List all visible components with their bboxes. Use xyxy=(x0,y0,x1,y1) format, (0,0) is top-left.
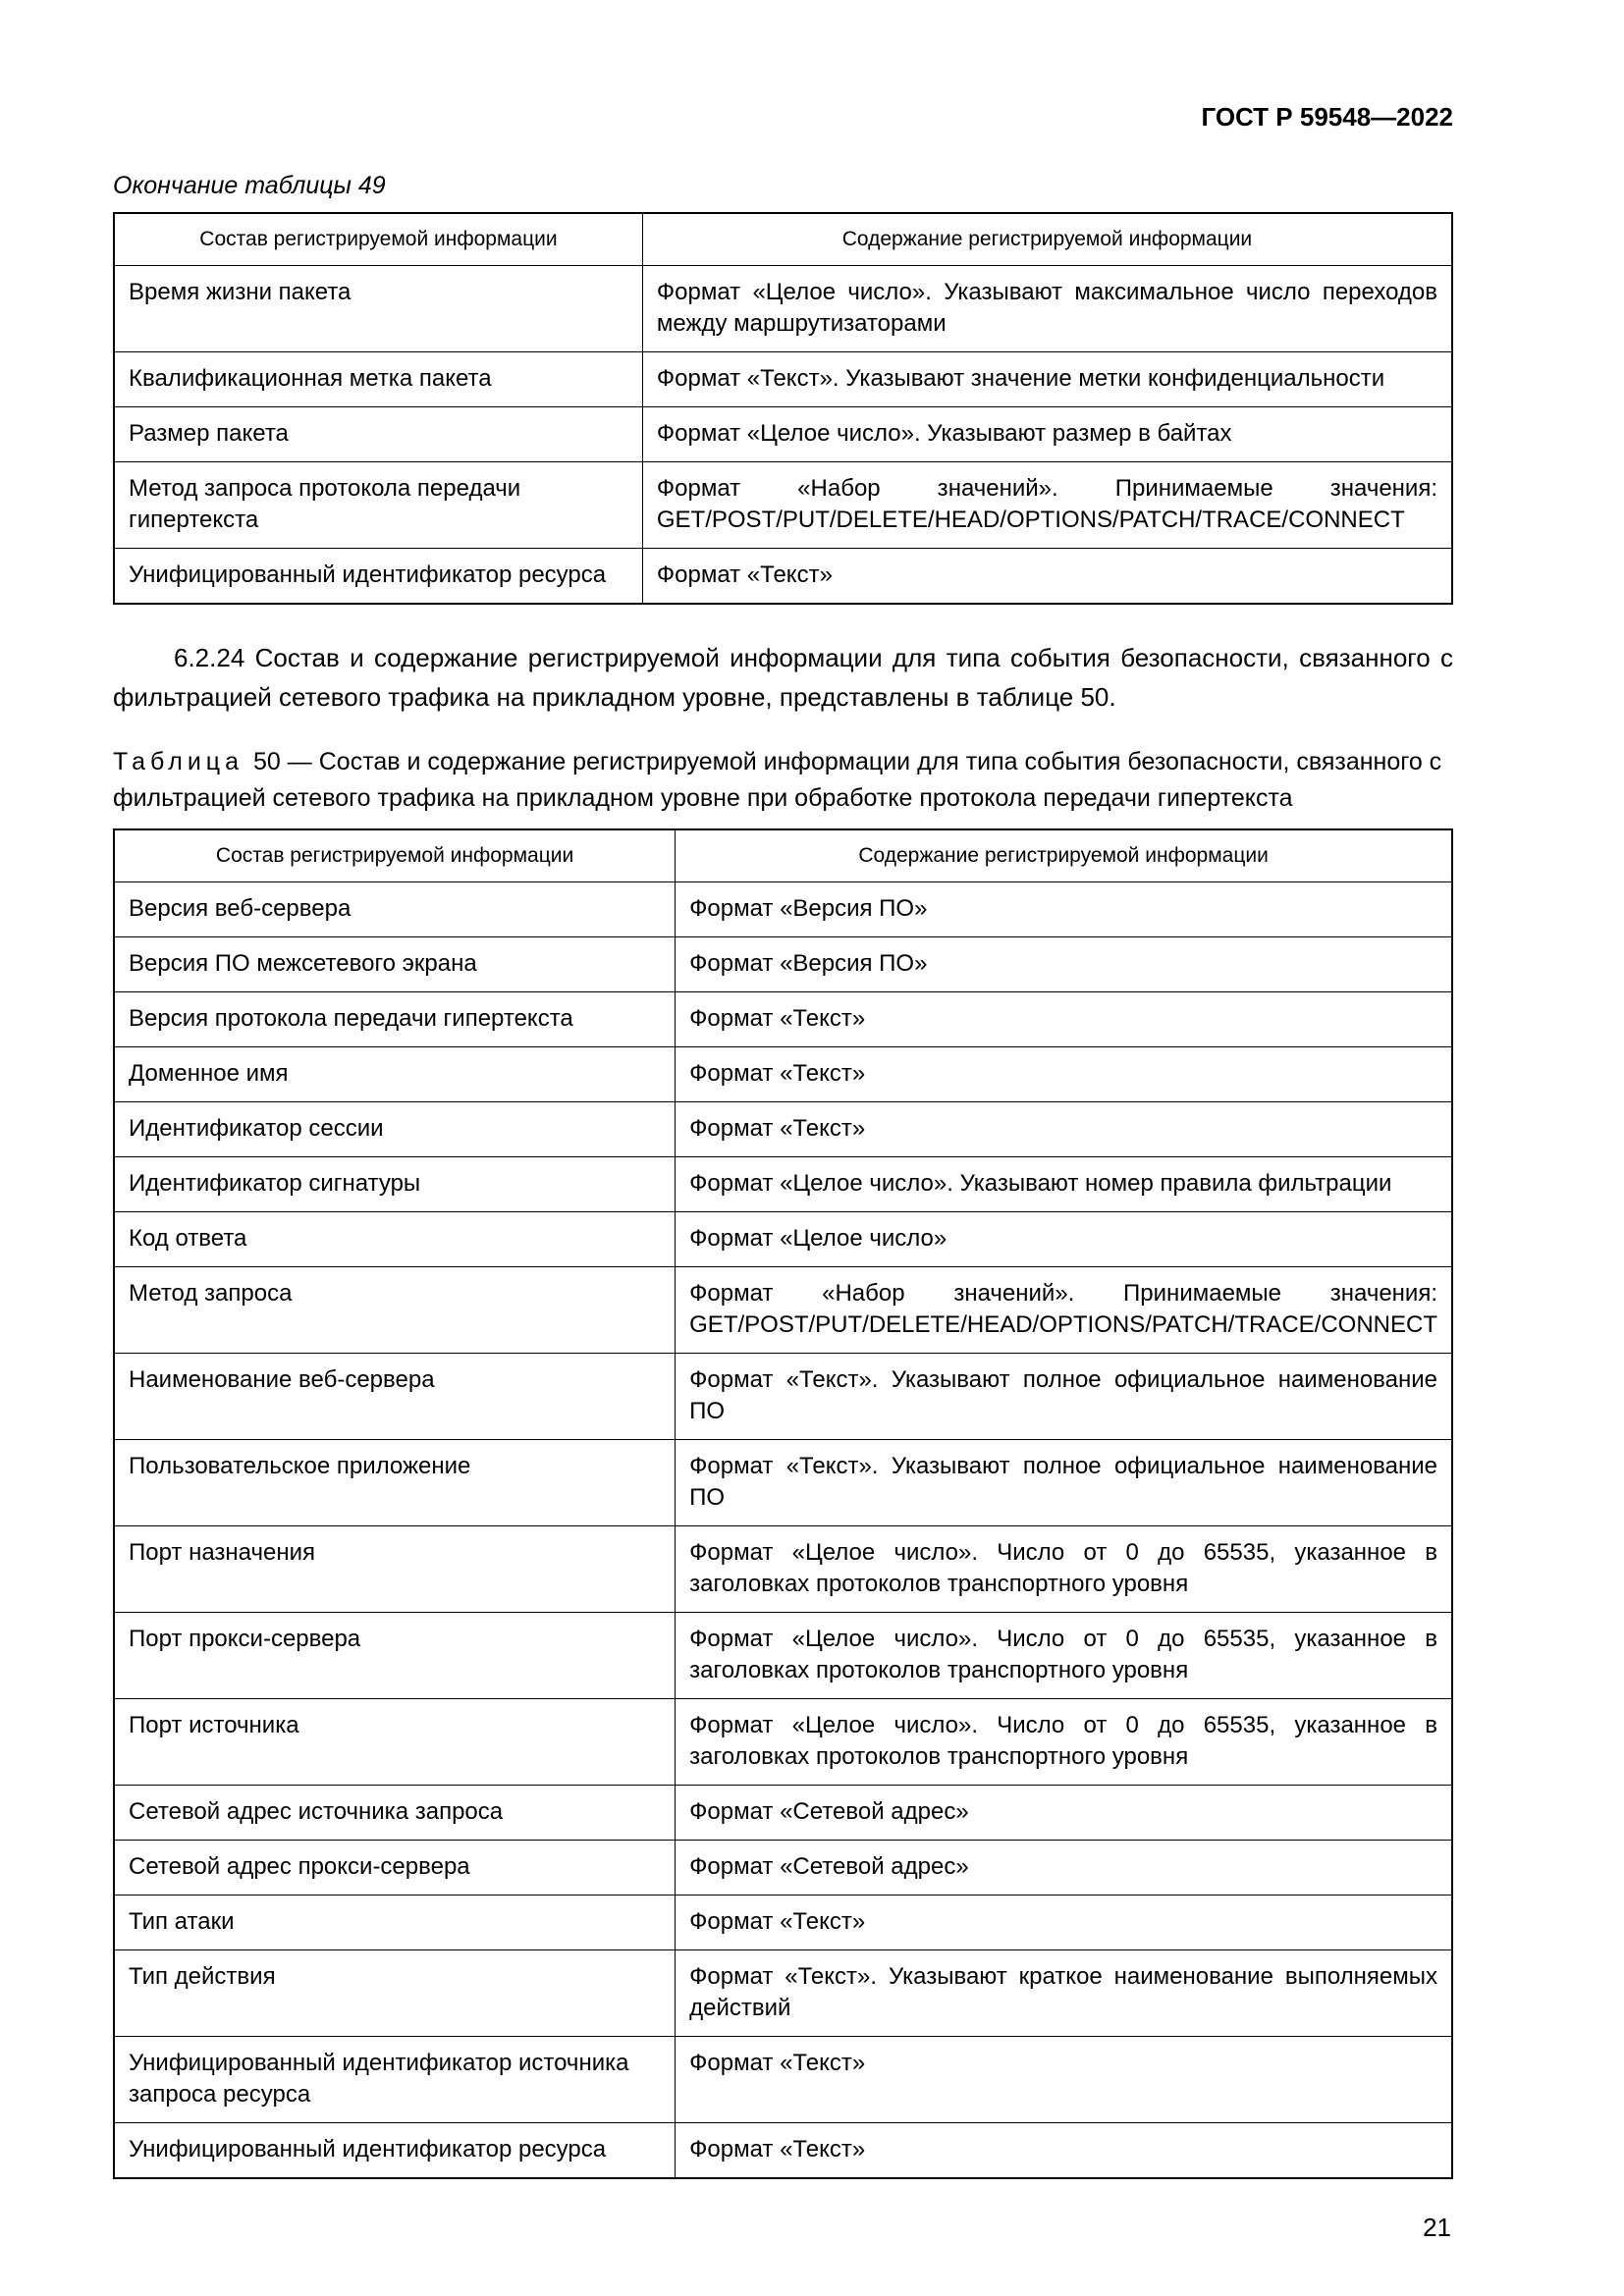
table-49-header-composition: Состав регистрируемой информации xyxy=(114,213,642,266)
table-row xyxy=(114,1267,1452,1354)
info-composition-cell: Метод запроса протокола передачи гипертекста xyxy=(114,462,642,549)
table-row xyxy=(114,2037,1452,2123)
page-content xyxy=(113,0,1453,2243)
info-composition-cell: Размер пакета xyxy=(114,407,642,462)
info-content-cell: Формат «Текст» xyxy=(676,1102,1452,1157)
info-content-cell: Формат «Сетевой адрес» xyxy=(676,1786,1452,1841)
info-composition-cell: Код ответа xyxy=(114,1212,676,1267)
table-row xyxy=(114,352,1452,407)
table-49-header-content: Содержание регистрируемой информации xyxy=(642,213,1452,266)
info-composition-cell: Время жизни пакета xyxy=(114,266,642,352)
table-row xyxy=(114,1699,1452,1786)
table-50-caption xyxy=(113,744,1453,817)
info-composition-cell: Квалификационная метка пакета xyxy=(114,352,642,407)
info-content-cell: Формат «Версия ПО» xyxy=(676,937,1452,992)
table-row xyxy=(114,1841,1452,1896)
page-number: 21 xyxy=(1423,2213,1451,2243)
info-content-cell: Формат «Текст» xyxy=(676,1896,1452,1950)
table-row xyxy=(114,1526,1452,1613)
info-content-cell: Формат «Текст» xyxy=(676,2123,1452,2179)
info-composition-cell: Наименование веб-сервера xyxy=(114,1354,676,1440)
table-50-header-composition: Состав регистрируемой информации xyxy=(114,829,676,882)
table-row xyxy=(114,407,1452,462)
info-content-cell: Формат «Целое число». Число от 0 до 65535, указанное в заголовках протоколов транспортного уровня xyxy=(676,1699,1452,1786)
info-composition-cell: Доменное имя xyxy=(114,1047,676,1102)
table-50-caption-text: 50 — Состав и содержание регистрируемой информации для типа события безопасности, связанного с фильтрацией сетевого трафика на прикладном уровне при обработке протокола передачи гипертекста xyxy=(113,748,1442,813)
info-composition-cell: Порт прокси-сервера xyxy=(114,1613,676,1699)
info-content-cell: Формат «Текст». Указывают краткое наименование выполняемых действий xyxy=(676,1950,1452,2037)
info-composition-cell: Унифицированный идентификатор ресурса xyxy=(114,2123,676,2179)
info-composition-cell: Версия ПО межсетевого экрана xyxy=(114,937,676,992)
table-49-body xyxy=(114,266,1452,605)
info-content-cell: Формат «Целое число» xyxy=(676,1212,1452,1267)
table-50-body xyxy=(114,882,1452,2179)
info-content-cell: Формат «Целое число». Указывают максимальное число переходов между маршрутизаторами xyxy=(642,266,1452,352)
table-row xyxy=(114,1354,1452,1440)
info-composition-cell: Идентификатор сессии xyxy=(114,1102,676,1157)
info-composition-cell: Тип атаки xyxy=(114,1896,676,1950)
table-row xyxy=(114,266,1452,352)
info-composition-cell: Версия протокола передачи гипертекста xyxy=(114,992,676,1047)
info-composition-cell: Тип действия xyxy=(114,1950,676,2037)
table-50-header-row xyxy=(114,829,1452,882)
info-content-cell: Формат «Набор значений». Принимаемые значения: GET/POST/PUT/DELETE/HEAD/OPTIONS/PATCH/TRACE/CONNECT xyxy=(676,1267,1452,1354)
info-composition-cell: Сетевой адрес источника запроса xyxy=(114,1786,676,1841)
table-row xyxy=(114,1950,1452,2037)
info-composition-cell: Пользовательское приложение xyxy=(114,1440,676,1526)
info-content-cell: Формат «Набор значений». Принимаемые значения: GET/POST/PUT/DELETE/HEAD/OPTIONS/PATCH/TRACE/CONNECT xyxy=(642,462,1452,549)
table-50-caption-label: Таблица xyxy=(113,748,244,776)
table-49-header-row xyxy=(114,213,1452,266)
info-composition-cell: Порт назначения xyxy=(114,1526,676,1613)
info-content-cell: Формат «Целое число». Указывают размер в байтах xyxy=(642,407,1452,462)
info-content-cell: Формат «Текст». Указывают значение метки конфиденциальности xyxy=(642,352,1452,407)
table-row xyxy=(114,1786,1452,1841)
info-content-cell: Формат «Текст» xyxy=(676,992,1452,1047)
info-content-cell: Формат «Версия ПО» xyxy=(676,882,1452,937)
table-row xyxy=(114,2123,1452,2179)
table-row xyxy=(114,937,1452,992)
info-composition-cell: Версия веб-сервера xyxy=(114,882,676,937)
info-content-cell: Формат «Текст». Указывают полное официальное наименование ПО xyxy=(676,1440,1452,1526)
info-content-cell: Формат «Целое число». Указывают номер правила фильтрации xyxy=(676,1157,1452,1212)
info-composition-cell: Порт источника xyxy=(114,1699,676,1786)
table-50 xyxy=(113,828,1453,2179)
table-49 xyxy=(113,212,1453,605)
table-row xyxy=(114,992,1452,1047)
paragraph-6-2-24: 6.2.24 Состав и содержание регистрируемой информации для типа события безопасности, связанного с фильтрацией сетевого трафика на прикладном уровне, представлены в таблице 50. xyxy=(113,643,1453,713)
table-49-continuation-caption: Окончание таблицы 49 xyxy=(113,172,386,200)
table-row xyxy=(114,882,1452,937)
document-standard-header: ГОСТ Р 59548—2022 xyxy=(1201,102,1453,132)
info-content-cell: Формат «Текст» xyxy=(676,2037,1452,2123)
info-content-cell: Формат «Текст» xyxy=(642,549,1452,605)
table-row xyxy=(114,1212,1452,1267)
table-row xyxy=(114,1440,1452,1526)
table-row xyxy=(114,1102,1452,1157)
info-composition-cell: Унифицированный идентификатор источника запроса ресурса xyxy=(114,2037,676,2123)
info-content-cell: Формат «Текст» xyxy=(676,1047,1452,1102)
info-content-cell: Формат «Текст». Указывают полное официальное наименование ПО xyxy=(676,1354,1452,1440)
table-row xyxy=(114,1896,1452,1950)
info-composition-cell: Сетевой адрес прокси-сервера xyxy=(114,1841,676,1896)
info-composition-cell: Идентификатор сигнатуры xyxy=(114,1157,676,1212)
table-row xyxy=(114,1613,1452,1699)
info-composition-cell: Унифицированный идентификатор ресурса xyxy=(114,549,642,605)
info-content-cell: Формат «Сетевой адрес» xyxy=(676,1841,1452,1896)
info-content-cell: Формат «Целое число». Число от 0 до 65535, указанное в заголовках протоколов транспортного уровня xyxy=(676,1526,1452,1613)
info-content-cell: Формат «Целое число». Число от 0 до 65535, указанное в заголовках протоколов транспортного уровня xyxy=(676,1613,1452,1699)
table-row xyxy=(114,1157,1452,1212)
table-row xyxy=(114,462,1452,549)
table-50-header-content: Содержание регистрируемой информации xyxy=(676,829,1452,882)
info-composition-cell: Метод запроса xyxy=(114,1267,676,1354)
table-row xyxy=(114,1047,1452,1102)
table-row xyxy=(114,549,1452,605)
